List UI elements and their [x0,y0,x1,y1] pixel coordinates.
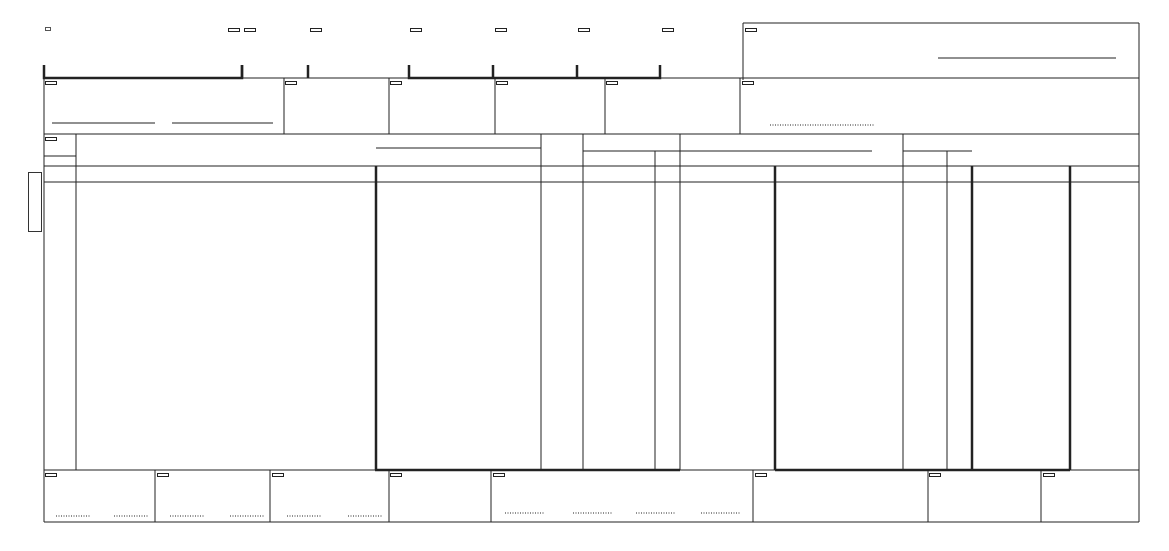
field-2-number [244,28,256,32]
field-6-number [578,28,590,32]
field-1-number [228,28,240,32]
field-10-number [285,81,297,85]
field-18-number [272,473,284,477]
pisac-bez-kalki-note [45,27,51,31]
field-11-number [390,81,402,85]
field-14-number [742,81,754,85]
field-12-number [496,81,508,85]
field-5-number [495,28,507,32]
field-7-number [662,28,674,32]
field-17-number [157,473,169,477]
field-3-number [310,28,322,32]
field-4-number [410,28,422,32]
field-15-number [45,137,57,141]
field-22-number [929,473,941,477]
side-stamp-box [28,172,42,232]
field-20-number [493,473,505,477]
field-16-number [45,473,57,477]
field-21-number [755,473,767,477]
nr-egz-label [18,155,28,185]
field-9-number [45,81,57,85]
field-13-number [606,81,618,85]
field-8-number [745,28,757,32]
field-19-number [390,473,402,477]
field-23-number [1043,473,1055,477]
